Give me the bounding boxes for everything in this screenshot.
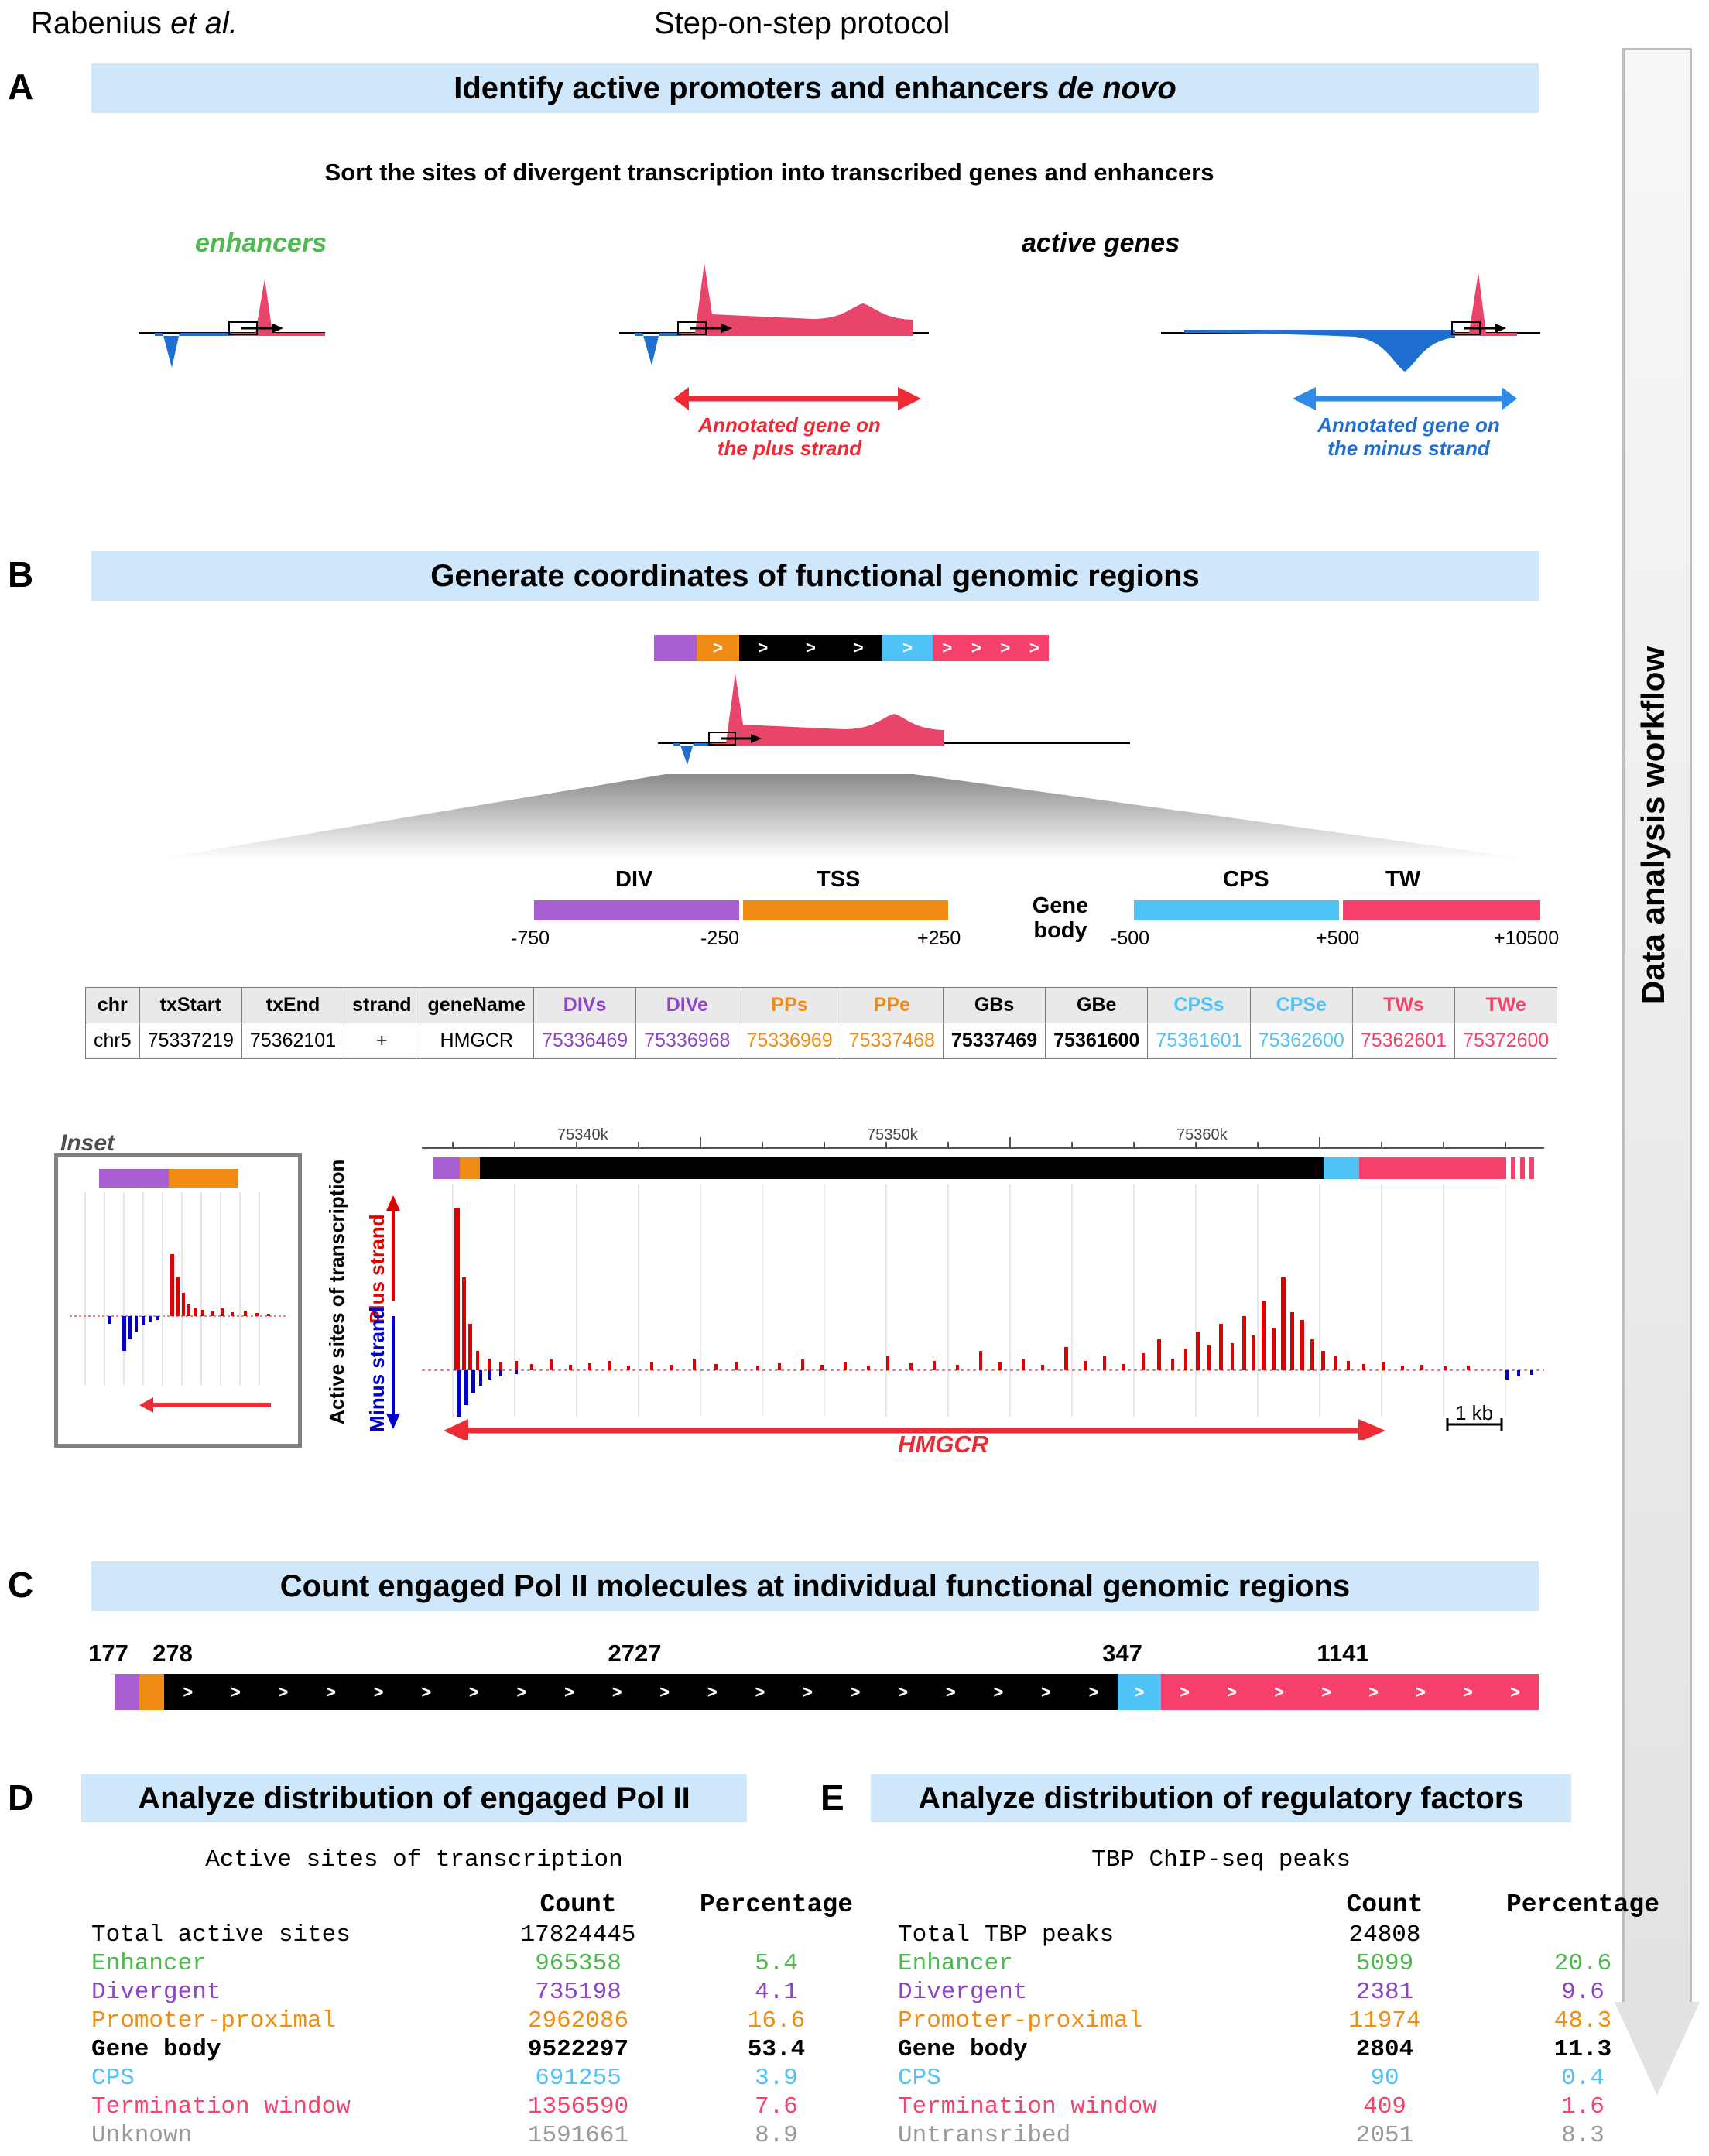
inset-track: [62, 1192, 294, 1440]
region-label-gene-body: Gene body: [1032, 893, 1089, 943]
panel-d-banner: [81, 1774, 747, 1822]
td-ppe: 75337468: [841, 1023, 943, 1059]
row-label: CPS: [898, 2065, 941, 2092]
row-pct: 7.6: [755, 2093, 798, 2120]
segment-tw: > > > >: [933, 635, 1049, 661]
ruler-tick-1: 75340k: [557, 1126, 608, 1143]
row-pct: 5.4: [755, 1950, 798, 1977]
td-divs: 75336469: [533, 1023, 635, 1059]
row-label: Divergent: [91, 1979, 221, 2006]
th-e-count: Count: [1346, 1890, 1423, 1919]
td-dive: 75336968: [636, 1023, 738, 1059]
track-seg-gb: [480, 1157, 1324, 1179]
row-label: Untransribed: [898, 2122, 1071, 2149]
region-label-div: DIV: [615, 867, 653, 892]
stats-row-enhancer: [91, 1949, 879, 1978]
td-cpse: 75362600: [1250, 1023, 1352, 1059]
track-seg-div: [433, 1157, 460, 1179]
gene-model-bar-counts: [115, 1674, 1539, 1710]
panel-a-subtitle: Sort the sites of divergent transcription into transcribed genes and enhancers: [324, 159, 1214, 186]
th-cpss: CPSs: [1148, 988, 1250, 1023]
stats-row-gene-body: [898, 2035, 1686, 2064]
track-seg-cps: [1324, 1157, 1359, 1179]
row-count: 17824445: [520, 1921, 636, 1949]
region-bar-div: [534, 900, 739, 920]
gene-model-bar-small: [654, 635, 1049, 661]
th-twe: TWe: [1455, 988, 1557, 1023]
td-txend: 75362101: [241, 1023, 344, 1059]
stats-row-divergent: [91, 1978, 879, 2007]
row-pct: [673, 1921, 879, 1949]
count-segment-cps: >: [1118, 1674, 1161, 1710]
row-count: 1591661: [527, 2122, 629, 2149]
th-txstart: txStart: [139, 988, 241, 1023]
td-tws: 75362601: [1352, 1023, 1454, 1059]
count-segment-div: [115, 1674, 139, 1710]
row-count: 691255: [535, 2065, 622, 2092]
zoom-fan: [139, 774, 1548, 867]
stats-row-unknown: [91, 2121, 879, 2150]
workflow-label: Data analysis workflow: [1635, 646, 1671, 1005]
row-count: 24808: [1348, 1921, 1421, 1949]
count-pp: 278: [152, 1640, 193, 1667]
track-annotation-bar: [433, 1157, 1539, 1179]
th-chr: chr: [86, 988, 140, 1023]
annot-plus-strand: Annotated gene on the plus strand: [698, 413, 881, 460]
stats-header-row: [91, 1889, 879, 1921]
stats-header-row: [898, 1889, 1686, 1921]
ruler-tick-2: 75350k: [867, 1126, 918, 1143]
row-label: Enhancer: [91, 1950, 207, 1977]
td-cpss: 75361601: [1148, 1023, 1250, 1059]
tick-plus10500: +10500: [1494, 927, 1560, 949]
td-gbe: 75361600: [1046, 1023, 1148, 1059]
y-axis-label-minus: Minus strand: [365, 1307, 389, 1432]
stats-row-termination-window: [898, 2093, 1686, 2121]
th-ppe: PPe: [841, 988, 943, 1023]
gene-name-label: HMGCR: [898, 1431, 989, 1458]
row-label: Promoter-proximal: [898, 2007, 1143, 2034]
scale-bar-label: 1 kb: [1455, 1401, 1494, 1424]
row-pct: 48.3: [1553, 2007, 1612, 2034]
td-chr: chr5: [86, 1023, 140, 1059]
count-gb: 2727: [608, 1640, 662, 1667]
panel-letter-b: B: [8, 554, 34, 595]
row-count: 2962086: [527, 2007, 629, 2034]
th-pps: PPs: [738, 988, 841, 1023]
paper-authors: [31, 6, 238, 41]
inset-label: Inset: [60, 1130, 115, 1156]
signal-track: [422, 1184, 1552, 1440]
row-pct: 3.9: [755, 2065, 798, 2092]
stats-row-termination-window: [91, 2093, 879, 2121]
row-count: 965358: [535, 1950, 622, 1977]
stats-row-total: [91, 1921, 879, 1949]
tick-minus750: -750: [511, 927, 550, 949]
row-label: Gene body: [898, 2036, 1028, 2063]
panel-a-banner-italic: de novo: [1057, 70, 1176, 105]
panel-e-banner-text: Analyze distribution of regulatory factors: [918, 1781, 1524, 1815]
td-txstart: 75337219: [139, 1023, 241, 1059]
table-row: [86, 1023, 1557, 1059]
count-segment-gb: > > > > > > > > > > > > > > > > > > > >: [164, 1674, 1118, 1710]
y-axis-label-main: Active sites of transcription: [325, 1159, 348, 1424]
row-pct: 0.4: [1561, 2065, 1605, 2092]
row-count: 2381: [1355, 1979, 1414, 2006]
panel-d-stats-table: [91, 1889, 879, 2150]
td-twe: 75372600: [1455, 1023, 1557, 1059]
track-seg-tick-b: [1520, 1157, 1525, 1179]
panel-e-banner: [871, 1774, 1571, 1822]
row-count: 5099: [1355, 1950, 1414, 1977]
row-label: Total TBP peaks: [898, 1921, 1115, 1949]
panel-letter-e: E: [820, 1777, 844, 1818]
coordinates-table: [85, 987, 1557, 1059]
inset-segment-pp: [169, 1169, 238, 1188]
td-genename: HMGCR: [420, 1023, 533, 1059]
stats-row-cps: [898, 2064, 1686, 2093]
region-label-cps: CPS: [1223, 867, 1269, 892]
region-label-tss: TSS: [817, 867, 861, 892]
row-label: Termination window: [898, 2093, 1157, 2120]
th-dive: DIVe: [636, 988, 738, 1023]
tick-minus500: -500: [1111, 927, 1150, 949]
track-seg-pp: [460, 1157, 480, 1179]
row-pct: 16.6: [747, 2007, 806, 2034]
y-axis-arrows: [383, 1184, 403, 1448]
panel-letter-d: D: [8, 1777, 34, 1818]
stats-row-gene-body: [91, 2035, 879, 2064]
row-label: Enhancer: [898, 1950, 1013, 1977]
stats-row-promoter-proximal: [898, 2007, 1686, 2035]
region-bar-tw: [1343, 900, 1540, 920]
row-label: Total active sites: [91, 1921, 351, 1949]
table-header-row: [86, 988, 1557, 1023]
row-count: 735198: [535, 1979, 622, 2006]
panel-e-table-title: TBP ChIP-seq peaks: [1091, 1846, 1351, 1873]
row-label: Divergent: [898, 1979, 1028, 2006]
row-pct: 11.3: [1553, 2036, 1612, 2063]
authors-text: Rabenius: [31, 6, 171, 40]
td-strand: +: [344, 1023, 420, 1059]
th-genename: geneName: [420, 988, 533, 1023]
row-label: Promoter-proximal: [91, 2007, 337, 2034]
row-pct: 1.6: [1561, 2093, 1605, 2120]
th-e-blank: [898, 1889, 1289, 1921]
track-seg-tick-c: [1529, 1157, 1534, 1179]
count-segment-tw: > > > > > > > >: [1161, 1674, 1539, 1710]
row-count: 2804: [1355, 2036, 1414, 2063]
row-count: 9522297: [527, 2036, 629, 2063]
active-genes-label: active genes: [1022, 228, 1180, 258]
enhancers-label: enhancers: [195, 228, 327, 258]
ruler-tick-3: 75360k: [1176, 1126, 1228, 1143]
panel-letter-c: C: [8, 1565, 34, 1605]
row-label: Unknown: [91, 2122, 193, 2149]
inset-segment-div: [99, 1169, 169, 1188]
track-seg-tw: [1359, 1157, 1506, 1179]
annot-minus-strand: Annotated gene on the minus strand: [1317, 413, 1500, 460]
segment-cps: >: [882, 635, 933, 661]
td-pps: 75336969: [738, 1023, 841, 1059]
count-tw: 1141: [1317, 1640, 1369, 1667]
count-cps: 347: [1102, 1640, 1142, 1667]
row-pct: 4.1: [755, 1979, 798, 2006]
row-pct: 8.9: [755, 2122, 798, 2149]
stats-row-untranscribed: [898, 2121, 1686, 2150]
region-bar-cps: [1134, 900, 1339, 920]
panel-letter-a: A: [8, 67, 34, 107]
row-count: 1356590: [527, 2093, 629, 2120]
th-gbe: GBe: [1046, 988, 1148, 1023]
th-divs: DIVs: [533, 988, 635, 1023]
panel-e-stats-table: [898, 1889, 1686, 2150]
stats-row-enhancer: [898, 1949, 1686, 1978]
td-gbs: 75337469: [943, 1023, 1045, 1059]
tick-minus250: -250: [700, 927, 740, 949]
row-pct: 53.4: [747, 2036, 806, 2063]
panel-d-banner-text: Analyze distribution of engaged Pol II: [138, 1781, 690, 1815]
tick-plus250: +250: [917, 927, 961, 949]
th-e-percentage: Percentage: [1505, 1890, 1660, 1919]
row-pct: 20.6: [1553, 1950, 1612, 1977]
count-div: 177: [88, 1640, 128, 1667]
page-title: Step-on-step protocol: [654, 6, 950, 40]
stats-row-promoter-proximal: [91, 2007, 879, 2035]
row-count: 2051: [1355, 2122, 1414, 2149]
panel-c-banner: [91, 1561, 1539, 1611]
segment-pp: >: [697, 635, 739, 661]
row-pct: [1480, 1921, 1686, 1949]
row-pct: 9.6: [1561, 1979, 1605, 2006]
panel-a-banner: [91, 63, 1539, 113]
count-segment-pp: [139, 1674, 164, 1710]
panel-a-banner-text: Identify active promoters and enhancers: [454, 70, 1058, 105]
panel-c-banner-text: Count engaged Pol II molecules at individual functional genomic regions: [279, 1568, 1351, 1603]
th-d-blank: [91, 1889, 483, 1921]
row-count: 90: [1370, 2065, 1399, 2092]
panel-b-banner: [91, 551, 1539, 601]
panel-b-banner-text: Generate coordinates of functional genomic regions: [430, 558, 1200, 593]
th-d-percentage: Percentage: [699, 1890, 854, 1919]
workflow-arrow: [1615, 48, 1700, 2107]
row-label: Gene body: [91, 2036, 221, 2063]
stats-row-cps: [91, 2064, 879, 2093]
authors-italic: et al.: [170, 6, 238, 40]
th-strand: strand: [344, 988, 420, 1023]
region-label-tw: TW: [1385, 867, 1421, 892]
y-axis-label-plus: Plus strand: [365, 1214, 389, 1324]
th-cpse: CPSe: [1250, 988, 1352, 1023]
panel-d-table-title: Active sites of transcription: [205, 1846, 623, 1873]
segment-div: [654, 635, 697, 661]
panel-b-trace: [588, 666, 1161, 766]
stats-row-total: [898, 1921, 1686, 1949]
th-gbs: GBs: [943, 988, 1045, 1023]
row-count: 11974: [1348, 2007, 1421, 2034]
th-tws: TWs: [1352, 988, 1454, 1023]
row-pct: 8.3: [1561, 2122, 1605, 2149]
row-label: CPS: [91, 2065, 135, 2092]
segment-gb: > > >: [739, 635, 882, 661]
th-txend: txEnd: [241, 988, 344, 1023]
row-label: Termination window: [91, 2093, 351, 2120]
tick-plus500: +500: [1316, 927, 1360, 949]
row-count: 409: [1363, 2093, 1406, 2120]
stats-row-divergent: [898, 1978, 1686, 2007]
track-seg-tick-a: [1511, 1157, 1515, 1179]
th-d-count: Count: [539, 1890, 617, 1919]
region-bar-pp: [743, 900, 948, 920]
